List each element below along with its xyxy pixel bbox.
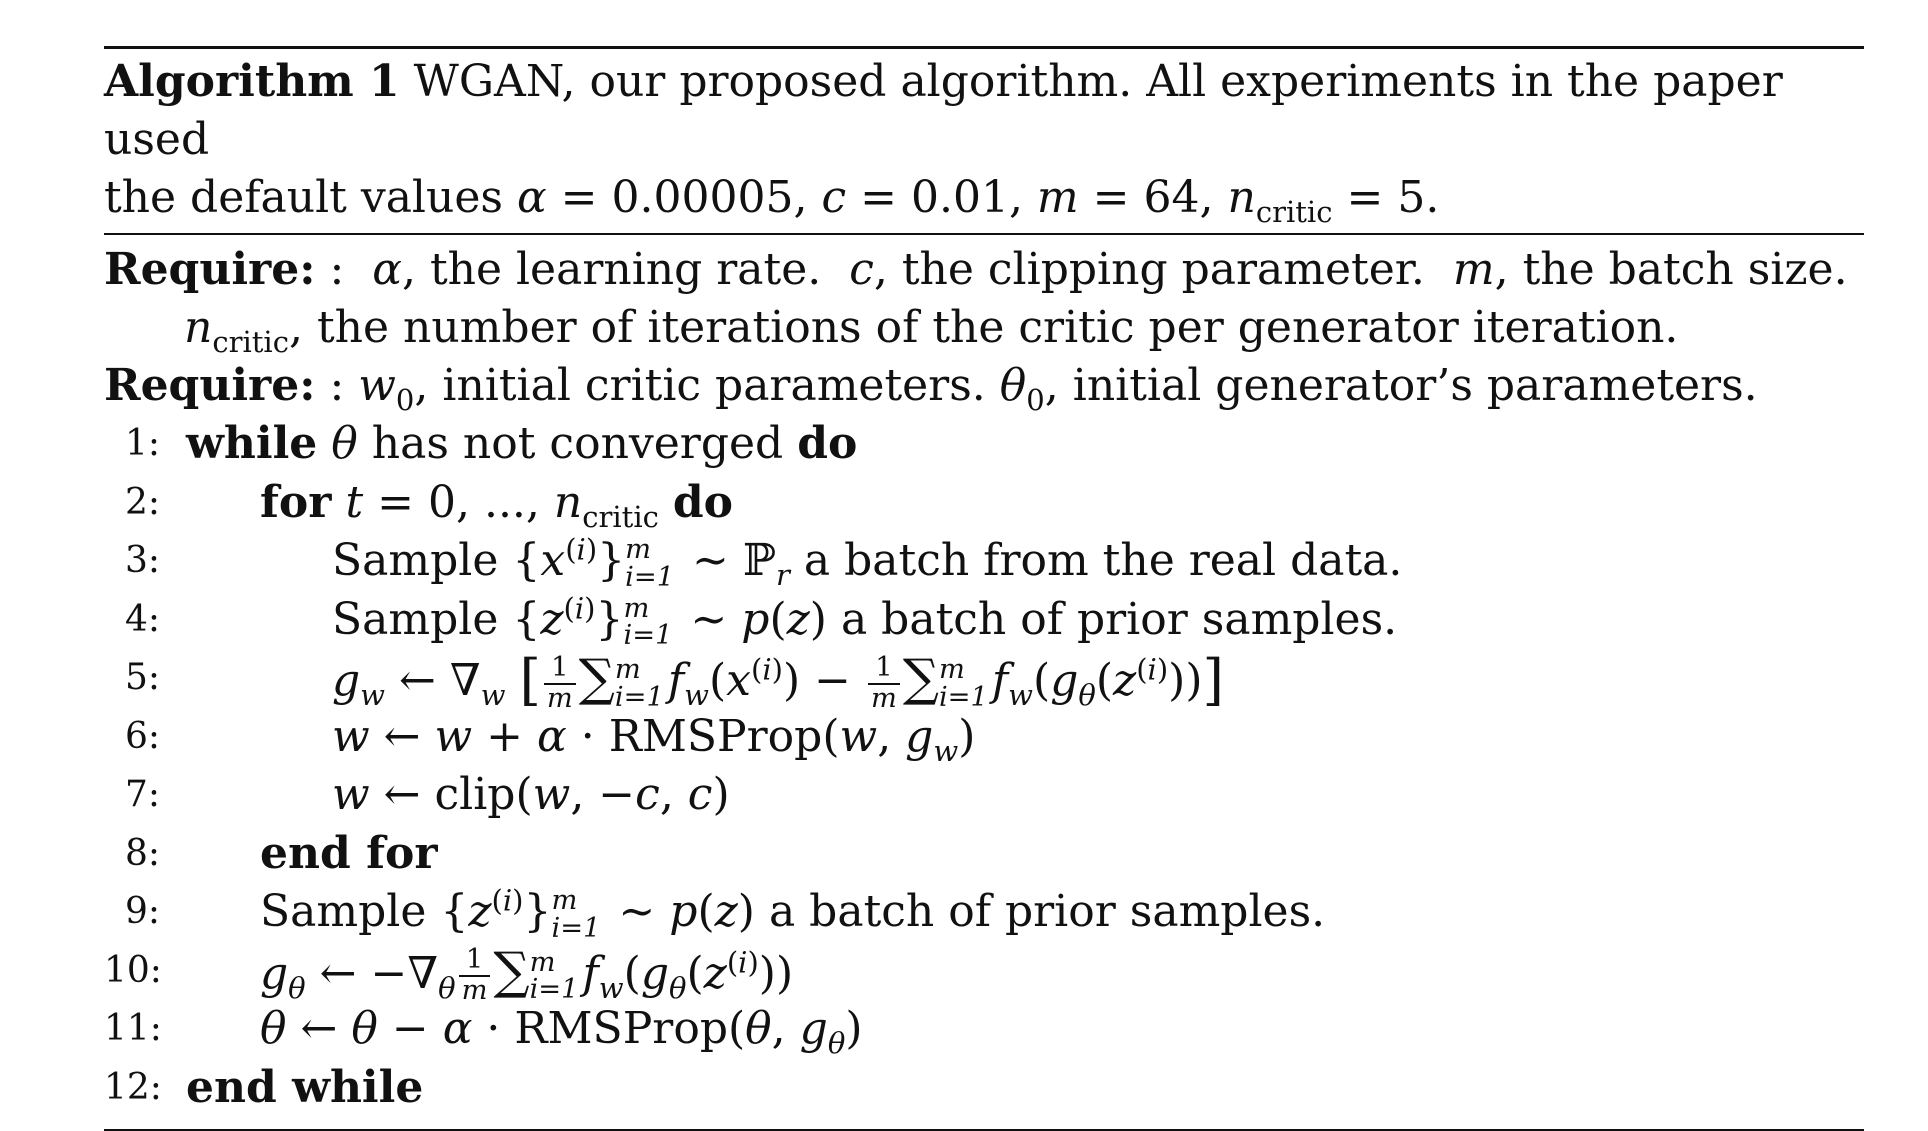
line-number: 8:: [124, 832, 160, 874]
algo-line-7: 7: w ← clip(w, −c, c): [104, 766, 1864, 825]
line-number: 6:: [124, 715, 160, 757]
sample-text: Sample: [332, 593, 499, 645]
sample-text: Sample: [332, 535, 499, 586]
keyword-end-while: end while: [186, 1061, 424, 1113]
caption-line2-text: the default values: [104, 172, 503, 223]
algorithm-lines: [104, 415, 1864, 1117]
require-w0-desc: , initial critic parameters.: [414, 360, 986, 411]
keyword-for: for: [260, 476, 332, 528]
rmsprop-text: RMSProp: [608, 710, 823, 762]
require-ncritic-desc: , the number of iterations of the critic per generator iteration.: [288, 302, 1679, 353]
algo-line-11: 11: θ ← θ − α · RMSProp(θ, $g_\theta$): [104, 1000, 1864, 1059]
algorithm-title: WGAN, our proposed algorithm. All experiments in the paper used: [104, 56, 1783, 165]
line-number: 1:: [124, 423, 160, 464]
require-label-2: Require:: [104, 360, 316, 411]
algo-line-12: [104, 1059, 1864, 1118]
require-label: Require:: [104, 244, 316, 295]
default-ncritic: 5: [1397, 172, 1426, 223]
default-alpha: 0.00005: [611, 172, 794, 223]
algo-line-3: 3: Sample $\{x^{(i)}\}$ m i=1 ∼ ℙ$_r$ a batch from the real data.: [104, 532, 1864, 591]
algo-line-10: 10: $g_\theta$ ← $-\nabla_\theta$ $\frac{1}{m}$ ∑ m i=1 $f_w(g_\theta(z^{(i)}))$: [104, 940, 794, 1006]
rmsprop-text: RMSProp: [514, 1003, 728, 1054]
require-ncritic-line: $n_{critic}$, the number of iterations of the critic per generator iteration.: [184, 302, 1679, 359]
line-number: 7:: [124, 774, 160, 815]
default-m: 64: [1143, 172, 1200, 223]
line-number: 12:: [104, 1066, 162, 1108]
keyword-do: do: [672, 476, 734, 528]
require-inputs: Require: : α, the learning rate. c, the clipping parameter. m, the batch size. $n_{critic}$, the number of iterations of the critic per generator iteration.: [104, 235, 1864, 357]
require-initial-params: Require: : $w_0$, initial critic parameters. $\theta_0$, initial generator’s parameters.: [104, 360, 1758, 417]
clip-text: clip: [434, 769, 516, 820]
require-theta0-desc: , initial generator’s parameters.: [1044, 360, 1758, 411]
algorithm-block: [104, 46, 1864, 1131]
algo-line-5: 5: $g_w$ ← $\nabla_w$ [ $\frac{1}{m}$ ∑ m i=1 $f_w(x^{(i)})$ − $\frac{1}{m}$ ∑ m i=1 $f_w(g_\theta(z^{(i)}))$]: [104, 649, 1864, 708]
algo-line-2: 2: for t = 0, ..., $n_{critic}$ do: [104, 474, 1864, 533]
not-converged-text: has not converged: [371, 418, 784, 469]
line-number: 5:: [124, 657, 160, 698]
require-alpha-desc: , the learning rate.: [401, 244, 822, 295]
line-number: 11:: [104, 1008, 162, 1049]
algo-line-6: 6: w ← w + α · RMSProp(w, $g_w$): [104, 708, 1864, 767]
keyword-while: while: [186, 418, 318, 469]
keyword-end-for: end for: [260, 827, 438, 879]
real-batch-text: a batch from the real data.: [803, 535, 1403, 586]
line-number: 2:: [124, 481, 160, 523]
algorithm-caption: Algorithm 1 WGAN, our proposed algorithm. All experiments in the paper used the default values α = 0.00005, c = 0.01, m = 64, $n_{critic} = 5$.: [104, 56, 1783, 229]
prior-batch-text: a batch of prior samples.: [840, 593, 1398, 645]
line-number: 9:: [124, 891, 160, 932]
prior-batch-text: a batch of prior samples.: [768, 886, 1326, 937]
algo-line-9: 9: Sample $\{z^{(i)}\}$ m i=1 ∼ p(z) a batch of prior samples.: [104, 883, 1864, 942]
default-c: 0.01: [910, 172, 1009, 223]
sample-text: Sample: [260, 886, 427, 937]
line-number: 10:: [104, 949, 162, 991]
line-number: 3:: [124, 540, 160, 581]
require-c-desc: , the clipping parameter.: [873, 244, 1425, 295]
algo-line-8: [104, 825, 1864, 884]
algo-line-4: 4: Sample $\{z^{(i)}\}$ m i=1 ∼ p(z) a batch of prior samples.: [104, 591, 1864, 650]
require-m-desc: , the batch size.: [1494, 244, 1848, 295]
keyword-do: do: [797, 418, 858, 469]
line-number: 4:: [124, 598, 160, 640]
algorithm-label: Algorithm 1: [104, 56, 400, 107]
algo-line-1: 1: while θ has not converged do: [104, 415, 1864, 474]
